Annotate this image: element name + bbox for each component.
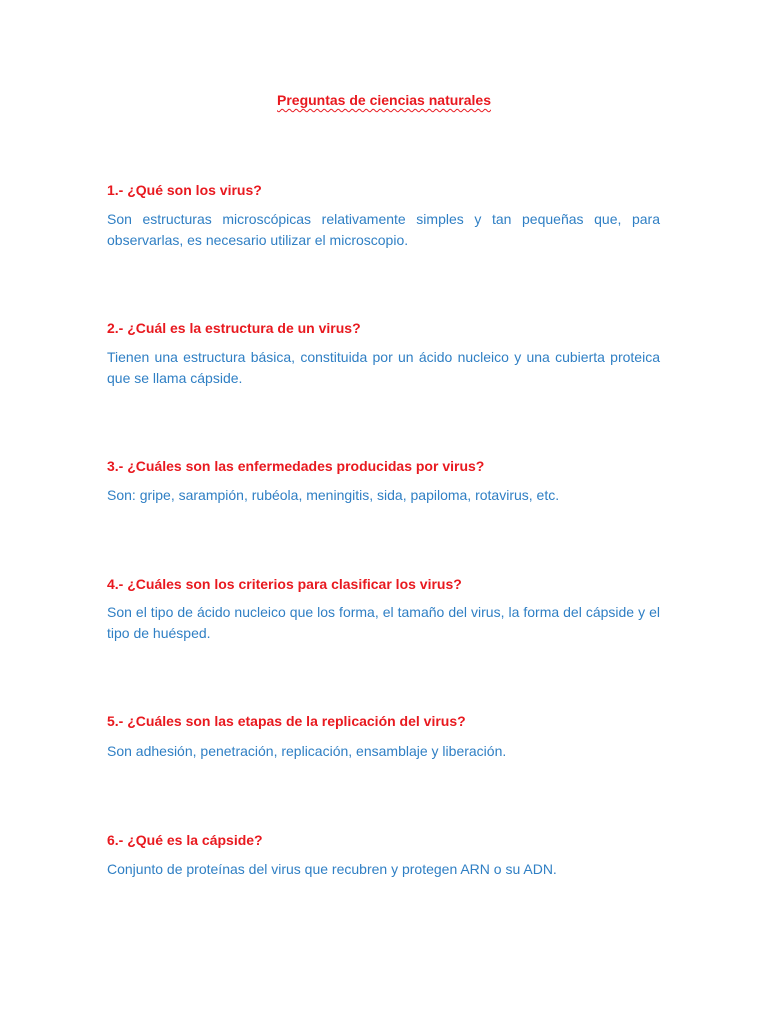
question-6: 6.- ¿Qué es la cápside? [107,832,263,848]
answer-4: Son el tipo de ácido nucleico que los forma, el tamaño del virus, la forma del cápside y el tipo de huésped. [107,604,660,641]
answer-1: Son estructuras microscópicas relativamente simples y tan pequeñas que, para observarlas, es necesario utilizar el microscopio. [107,211,660,248]
answer-6: Conjunto de proteínas del virus que recubren y protegen ARN o su ADN. [107,861,557,877]
page-title: Preguntas de ciencias naturales [277,92,491,108]
answer-2: Tienen una estructura básica, constituida por un ácido nucleico y una cubierta proteica que se llama cápside. [107,349,660,386]
question-3: 3.- ¿Cuáles son las enfermedades producidas por virus? [107,458,485,474]
answer-5: Son adhesión, penetración, replicación, ensamblaje y liberación. [107,743,507,759]
question-2: 2.- ¿Cuál es la estructura de un virus? [107,320,361,336]
answer-3: Son: gripe, sarampión, rubéola, meningitis, sida, papiloma, rotavirus, etc. [107,487,560,503]
question-1: 1.- ¿Qué son los virus? [107,182,262,198]
question-5: 5.- ¿Cuáles son las etapas de la replicación del virus? [107,713,466,729]
question-4: 4.- ¿Cuáles son los criterios para clasificar los virus? [107,576,462,592]
